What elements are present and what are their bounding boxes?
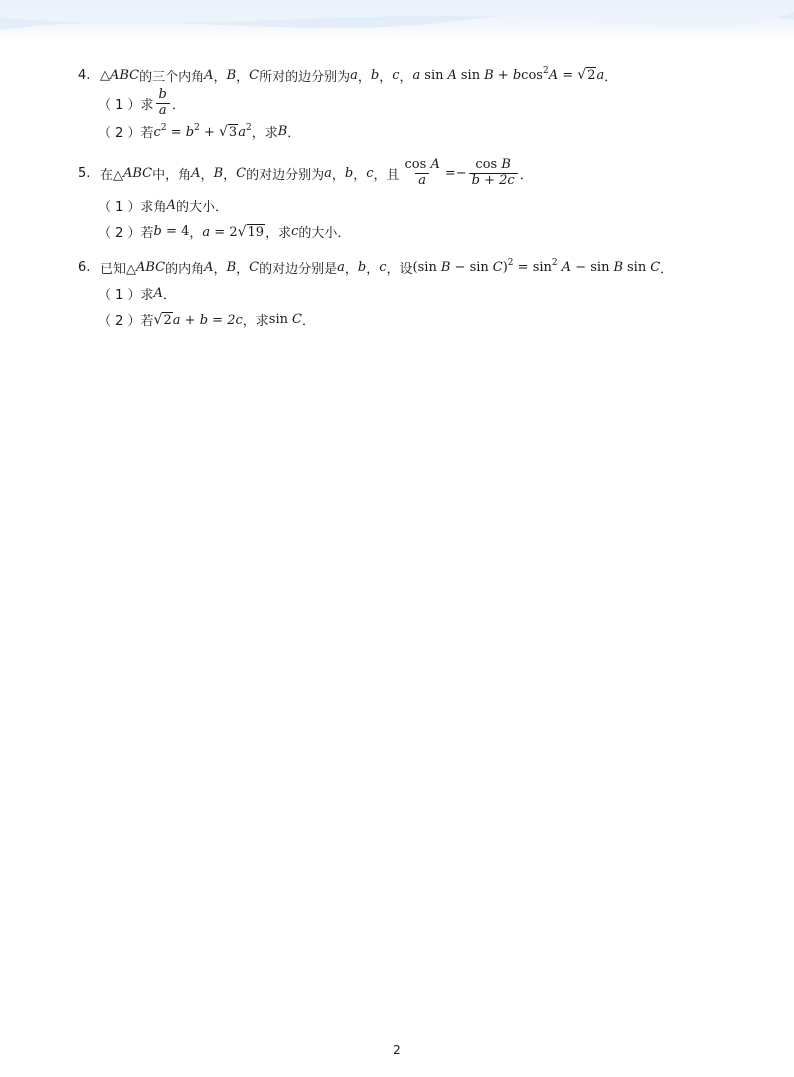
equals: = bbox=[444, 166, 456, 182]
comma: ， bbox=[189, 226, 203, 242]
math-var: C bbox=[249, 67, 260, 83]
math-abc: ABC bbox=[136, 260, 166, 276]
problem-4-part-1 bbox=[78, 88, 738, 119]
text: 中，角 bbox=[152, 168, 192, 184]
part-label: （ 2 ）若 bbox=[98, 226, 154, 242]
text: 的三个内角 bbox=[139, 69, 205, 85]
math-var: a bbox=[337, 260, 345, 276]
math-var: b bbox=[370, 67, 380, 83]
math-abc: ABC bbox=[110, 67, 140, 83]
problem-6-part-2 bbox=[78, 307, 738, 333]
equation: sin C bbox=[268, 312, 302, 328]
triangle-symbol: △ bbox=[100, 67, 110, 83]
equation: b = 4 bbox=[153, 224, 190, 240]
page-number: 2 bbox=[393, 1043, 401, 1057]
text: 的对边分别是 bbox=[259, 262, 338, 278]
problem-4 bbox=[78, 62, 738, 145]
math-var: A bbox=[191, 166, 201, 182]
problem-list bbox=[78, 62, 738, 343]
comma: ， bbox=[399, 69, 413, 85]
period: ． bbox=[301, 314, 315, 330]
period: ． bbox=[287, 126, 301, 142]
header-wave-decoration bbox=[0, 0, 794, 44]
problem-6-part-1 bbox=[78, 281, 738, 307]
equation: (sin $B - \sin C)^2 = \sin^2 A - \sin B$ sin C bbox=[412, 258, 661, 276]
comma: ， bbox=[357, 69, 371, 85]
period: ． bbox=[660, 262, 674, 278]
header-band bbox=[0, 0, 794, 44]
problem-5-part-2 bbox=[78, 219, 738, 245]
math-var: B bbox=[213, 166, 224, 182]
problem-number: 6. bbox=[78, 260, 91, 276]
comma: ， bbox=[353, 168, 367, 184]
text: 的大小． bbox=[298, 226, 351, 242]
part-label: （ 2 ）若 bbox=[98, 314, 154, 330]
equation: √ 2 a + b = 2c bbox=[153, 311, 243, 328]
fraction: $\frac{\text{cos A}}{a}$ bbox=[404, 157, 440, 189]
math-var: b bbox=[357, 260, 367, 276]
part-label: （ 1 ）求角 bbox=[98, 200, 167, 216]
comma: ， bbox=[200, 168, 214, 184]
math-var: A bbox=[166, 198, 176, 214]
problem-5-part-1 bbox=[78, 193, 738, 219]
problem-4-part-2 bbox=[78, 119, 738, 145]
text: 的对边分别为 bbox=[246, 168, 325, 184]
equation: a sin A sin B + bcos$^2$A = √ 2 a bbox=[412, 65, 605, 83]
comma: ， bbox=[213, 262, 227, 278]
math-var: c bbox=[366, 166, 374, 182]
text: ，求 bbox=[242, 314, 269, 330]
minus: − bbox=[455, 166, 467, 182]
equation: $c^2 = b^2$ + √ 3 $a^2$ bbox=[153, 122, 252, 140]
math-var: b bbox=[344, 166, 354, 182]
math-var: B bbox=[277, 124, 288, 140]
math-var: c bbox=[291, 224, 299, 240]
problem-6-stem bbox=[78, 255, 738, 281]
problem-6 bbox=[78, 255, 738, 333]
problem-number: 4. bbox=[78, 67, 91, 83]
text: ，求 bbox=[265, 226, 292, 242]
part-label: （ 1 ）求 bbox=[98, 288, 154, 304]
period: ． bbox=[519, 168, 533, 184]
part-label: （ 1 ）求 bbox=[98, 97, 154, 113]
text: 的内角 bbox=[165, 262, 205, 278]
math-var: A bbox=[204, 260, 214, 276]
problem-5-stem bbox=[78, 155, 738, 193]
comma: ， bbox=[344, 262, 358, 278]
text: 的大小． bbox=[175, 200, 228, 216]
part-label: （ 2 ）若 bbox=[98, 126, 154, 142]
period: ． bbox=[162, 288, 176, 304]
period: ． bbox=[604, 69, 618, 85]
math-var: B bbox=[226, 67, 237, 83]
problem-4-stem bbox=[78, 62, 738, 88]
fraction: $\frac{b}{a}$ bbox=[156, 88, 170, 119]
comma: ， bbox=[213, 69, 227, 85]
comma: ， bbox=[379, 69, 393, 85]
math-var: C bbox=[236, 166, 247, 182]
comma: ， bbox=[366, 262, 380, 278]
text: ，设 bbox=[386, 262, 413, 278]
math-abc: ABC bbox=[123, 166, 153, 182]
text: 在△ bbox=[100, 168, 123, 184]
equation: a = 2 √ 19 bbox=[202, 223, 265, 240]
comma: ， bbox=[236, 69, 250, 85]
problem-5 bbox=[78, 155, 738, 245]
math-var: C bbox=[249, 260, 260, 276]
text: ，求 bbox=[251, 126, 278, 142]
text: 所对的边分别为 bbox=[259, 69, 351, 85]
math-var: A bbox=[153, 286, 163, 302]
math-var: a bbox=[324, 166, 332, 182]
period: ． bbox=[171, 97, 185, 113]
math-var: A bbox=[204, 67, 214, 83]
problem-number: 5. bbox=[78, 166, 91, 182]
comma: ， bbox=[236, 262, 250, 278]
math-var: a bbox=[350, 67, 358, 83]
math-var: c bbox=[392, 67, 400, 83]
math-var: c bbox=[379, 260, 387, 276]
text: 已知△ bbox=[100, 262, 136, 278]
comma: ， bbox=[331, 168, 345, 184]
sqrt: √ 2 bbox=[577, 66, 596, 83]
text: ，且 bbox=[373, 168, 400, 184]
fraction: $\frac{\text{cos B}}{b + 2c}$ bbox=[469, 158, 518, 189]
comma: ， bbox=[223, 168, 237, 184]
math-var: B bbox=[226, 260, 237, 276]
